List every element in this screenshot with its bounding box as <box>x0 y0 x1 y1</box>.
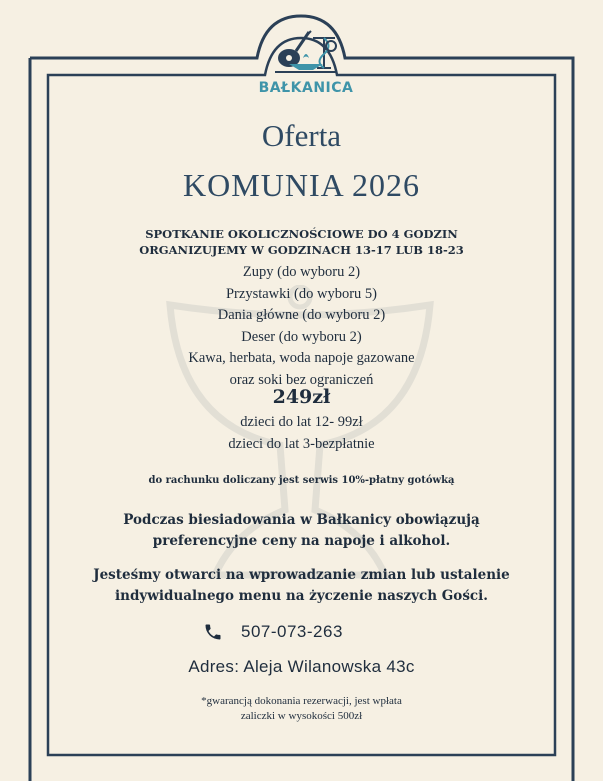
custom-menu-line2: indywidualnego menu na życzenie naszych Gości. <box>115 588 488 604</box>
offer-subtitle: KOMUNIA 2026 <box>183 167 420 203</box>
service-fee-note: do rachunku doliczany jest serwis 10%-płatny gotówką <box>148 475 455 486</box>
offer-title: Oferta <box>261 118 342 153</box>
phone-contact[interactable] <box>203 620 343 644</box>
address: Adres: Aleja Wilanowska 43c <box>188 657 415 676</box>
custom-menu-info <box>0 565 603 607</box>
drinks-info <box>0 510 603 552</box>
menu-item: Dania główne (do wyboru 2) <box>217 307 386 323</box>
meeting-info-line1: SPOTKANIE OKOLICZNOŚCIOWE DO 4 GODZIN <box>145 227 458 241</box>
instruments-icon <box>269 28 343 74</box>
deposit-footnote <box>0 694 603 724</box>
menu-item: Deser (do wyboru 2) <box>241 328 362 345</box>
meeting-info-line2: ORGANIZUJEMY W GODZINACH 13-17 LUB 18-23 <box>139 243 464 257</box>
menu-item: Kawa, herbata, woda napoje gazowane <box>188 350 415 366</box>
price: 249zł <box>272 386 331 408</box>
drinks-info-line2: preferencyjne ceny na napoje i alkohol. <box>152 533 451 549</box>
children-price-line: dzieci do lat 3-bezpłatnie <box>228 435 375 452</box>
children-pricing <box>0 412 603 455</box>
menu-list <box>0 262 603 391</box>
menu-item: Zupy (do wyboru 2) <box>242 264 361 280</box>
drinks-info-line1: Podczas biesiadowania w Bałkanicy obowiązują <box>123 512 480 528</box>
brand-name: BAŁKANICA <box>258 80 354 96</box>
brand-logo <box>258 28 354 96</box>
footnote-line2: zaliczki w wysokości 500zł <box>240 710 363 722</box>
phone-icon <box>203 622 223 642</box>
menu-item: Przystawki (do wyboru 5) <box>225 285 378 302</box>
children-price-line: dzieci do lat 12- 99zł <box>240 414 363 430</box>
footnote-line1: *gwarancją dokonania rezerwacji, jest wpłata <box>201 695 402 707</box>
menu-item: oraz soki bez ograniczeń <box>229 371 374 388</box>
custom-menu-line1: Jesteśmy otwarci na wprowadzanie zmian lub ustalenie <box>93 567 510 583</box>
phone-number[interactable]: 507-073-263 <box>241 622 343 641</box>
